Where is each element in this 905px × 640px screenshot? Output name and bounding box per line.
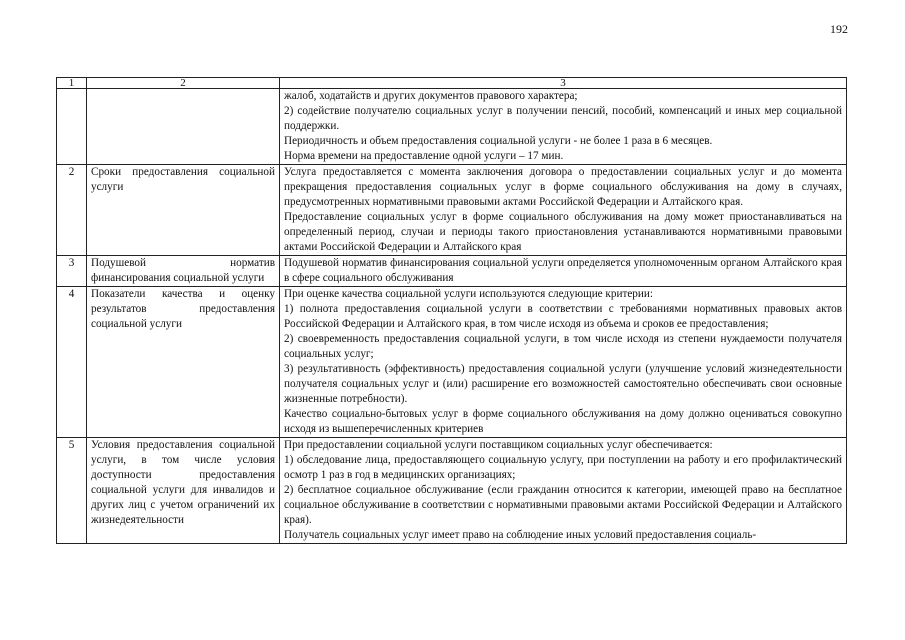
description-paragraph: Качество социально-бытовых услуг в форме социального обслуживания на дому должно оцениваться совокупно исходя из вышеперечисленных критериев bbox=[284, 408, 842, 435]
description-paragraph: Предоставление социальных услуг в форме социального обслуживания на дому может приостанавливаться на определенный период, случаи и периоды такого приостановления устанавливаются нормативными правовыми актами Российской Федерации и Алтайского края bbox=[284, 211, 842, 253]
description-paragraph: При оценке качества социальной услуги используются следующие критерии: bbox=[284, 288, 653, 300]
row-number-cell bbox=[57, 89, 87, 165]
description-paragraph: Подушевой норматив финансирования социальной услуги определяется уполномоченным органом Алтайского края в сфере социального обслуживания bbox=[284, 257, 842, 284]
row-number-cell: 5 bbox=[57, 438, 87, 544]
description-paragraph: 2) своевременность предоставления социальной услуги, в том числе исходя из степени нуждаемости получателя социальных услуг; bbox=[284, 333, 842, 360]
description-paragraph: Норма времени на предоставление одной услуги – 17 мин. bbox=[284, 150, 564, 162]
row-description-cell bbox=[280, 438, 847, 544]
row-name-cell: Условия предоставления социальной услуги, в том числе условия доступности предоставления социальной услуги для инвалидов и других лиц с учетом ограничений их жизнедеятельности bbox=[87, 438, 280, 544]
row-name-cell: Сроки предоставления социальной услуги bbox=[87, 165, 280, 256]
description-paragraph: Услуга предоставляется с момента заключения договора о предоставлении социальных услуг и до момента прекращения предоставления социальных услуг в форме социального обслуживания на дому в случаях, предусмотренных нормативными правовыми актами Российской Федерации и Алтайского края. bbox=[284, 166, 842, 208]
header-cell-1: 1 bbox=[57, 78, 87, 89]
header-cell-3: 3 bbox=[280, 78, 847, 89]
description-paragraph: 1) обследование лица, предоставляющего социальную услугу, при поступлении на работу и его профилактический осмотр 1 раз в год в медицинских организациях; bbox=[284, 454, 842, 481]
row-name-cell bbox=[87, 89, 280, 165]
description-paragraph: 2) бесплатное социальное обслуживание (если гражданин относится к категории, имеющей право на бесплатное социальное обслуживание в соответствии с нормативными правовыми актами Российской Федерации и Алтайского края). bbox=[284, 484, 842, 526]
row-name-cell: Показатели качества и оценку результатов предоставления социальной услуги bbox=[87, 287, 280, 438]
description-paragraph: При предоставлении социальной услуги поставщиком социальных услуг обеспечивается: bbox=[284, 439, 713, 451]
row-description-cell bbox=[280, 256, 847, 287]
services-table bbox=[56, 77, 847, 544]
row-description-cell bbox=[280, 165, 847, 256]
table-row bbox=[57, 256, 847, 287]
table-row bbox=[57, 165, 847, 256]
description-paragraph: Получатель социальных услуг имеет право на соблюдение иных условий предоставления социаль- bbox=[284, 529, 757, 541]
table-row bbox=[57, 287, 847, 438]
row-number-cell: 4 bbox=[57, 287, 87, 438]
description-paragraph: Периодичность и объем предоставления социальной услуги - не более 1 раза в 6 месяцев. bbox=[284, 135, 713, 147]
row-number-cell: 3 bbox=[57, 256, 87, 287]
row-number-cell: 2 bbox=[57, 165, 87, 256]
description-paragraph: жалоб, ходатайств и других документов правового характера; bbox=[284, 90, 578, 102]
row-description-cell bbox=[280, 287, 847, 438]
description-paragraph: 1) полнота предоставления социальной услуги в соответствии с требованиями нормативных правовых актов Российской Федерации и Алтайского края, в том числе исходя из объема и сроков ее предоставления; bbox=[284, 303, 842, 330]
description-paragraph: 3) результативность (эффективность) предоставления социальной услуги (улучшение условий жизнедеятельности получателя социальных услуг и (или) расширение его возможностей самостоятельно обеспечивать свои основные жизненные потребности). bbox=[284, 363, 842, 405]
description-paragraph: 2) содействие получателю социальных услуг в получении пенсий, пособий, компенсаций и иных мер социальной поддержки. bbox=[284, 105, 842, 132]
row-description-cell bbox=[280, 89, 847, 165]
page-number: 192 bbox=[830, 22, 848, 36]
table-row bbox=[57, 438, 847, 544]
row-name-cell: Подушевой норматив финансирования социальной услуги bbox=[87, 256, 280, 287]
table-row bbox=[57, 89, 847, 165]
table-header-row bbox=[57, 78, 847, 89]
header-cell-2: 2 bbox=[87, 78, 280, 89]
